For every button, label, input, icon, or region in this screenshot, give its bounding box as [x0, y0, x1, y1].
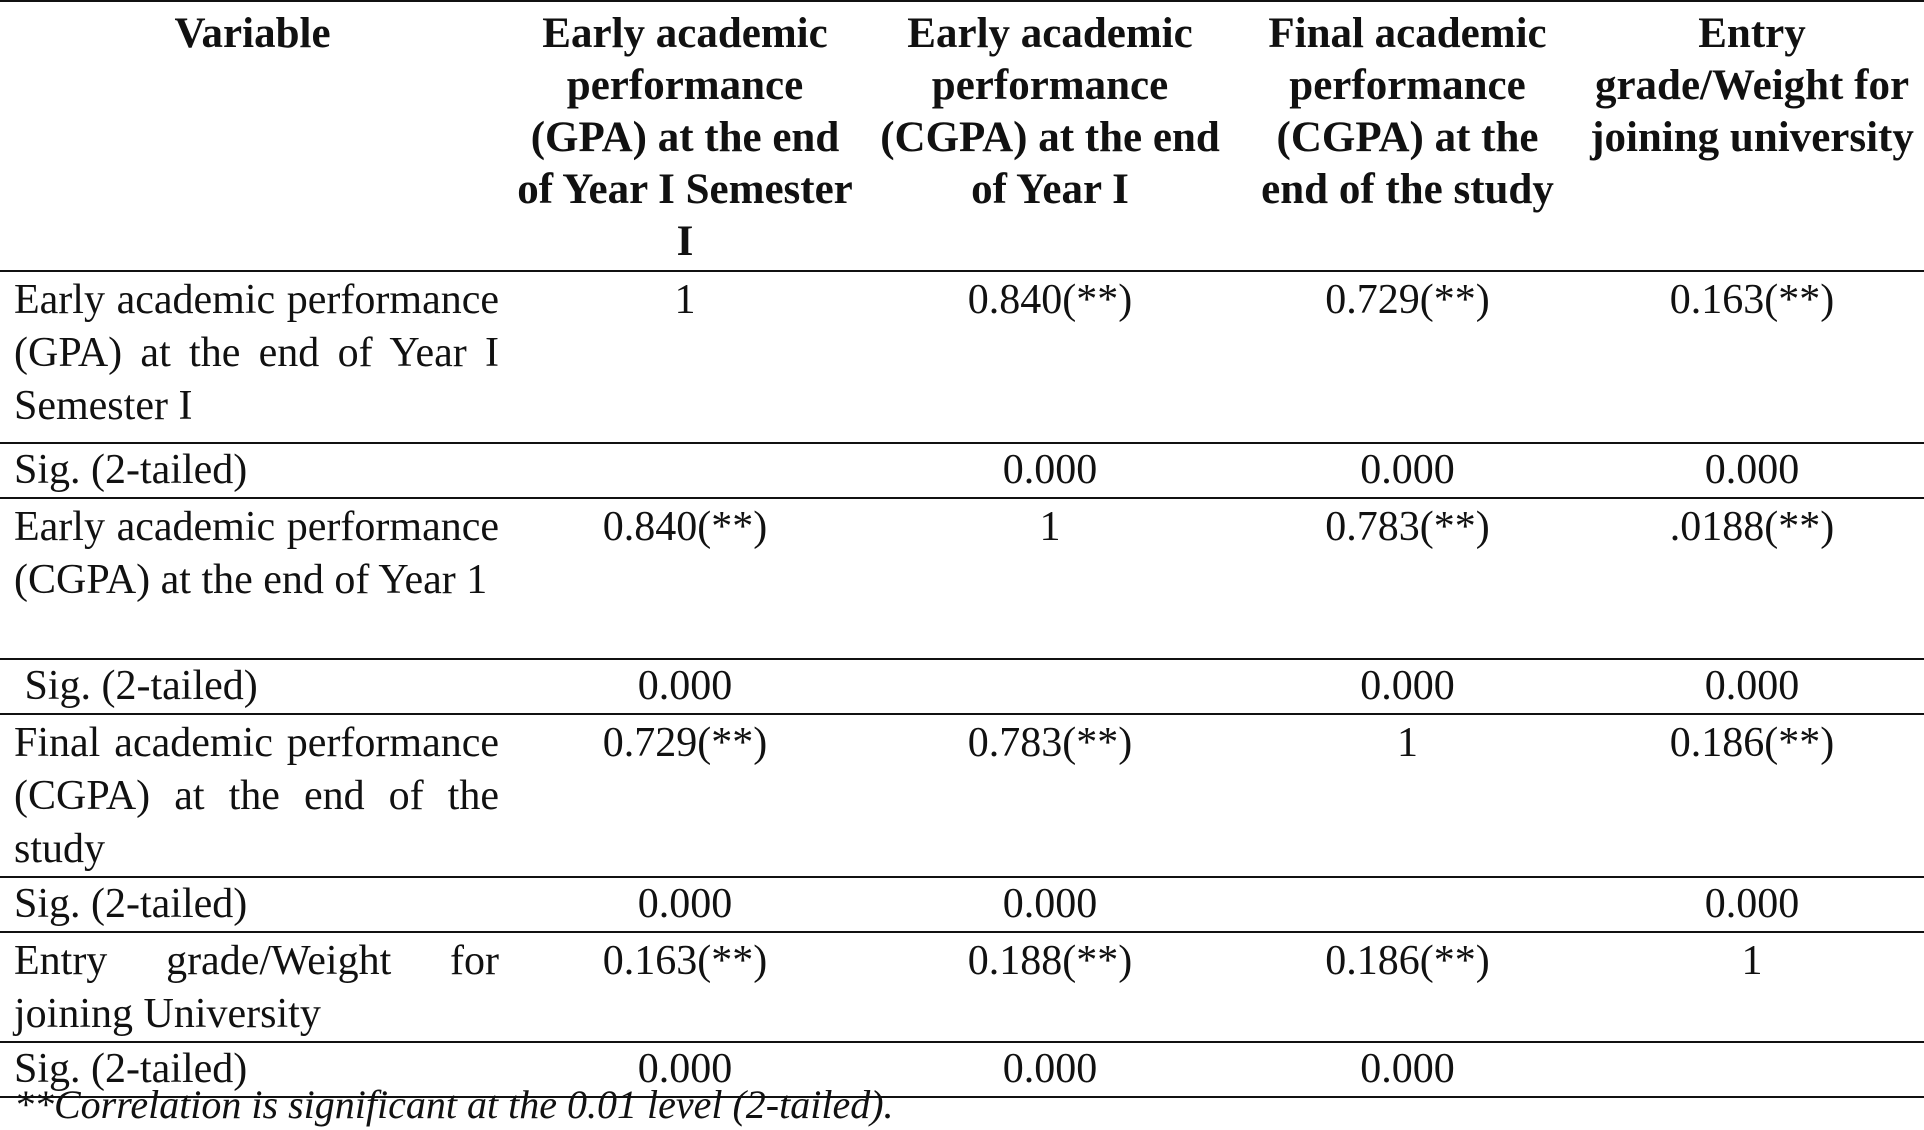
- table-cell: 0.000: [865, 443, 1235, 498]
- table-cell: .0188(**): [1580, 498, 1924, 659]
- row-sig-label: Sig. (2-tailed): [0, 877, 505, 932]
- table-cell: 0.000: [1580, 443, 1924, 498]
- table-cell: 0.840(**): [505, 498, 865, 659]
- row-variable-label: Entry grade/Weight for joining University: [0, 932, 505, 1042]
- table-footnote: **Correlation is significant at the 0.01 level (2-tailed).: [14, 1082, 894, 1127]
- table-cell: 0.000: [1235, 443, 1580, 498]
- table-cell: 0.186(**): [1580, 714, 1924, 877]
- table-cell: 0.000: [505, 1042, 865, 1097]
- row-variable-label: Early academic performance (CGPA) at the end of Year 1: [0, 498, 505, 659]
- table-cell: 0.000: [1580, 659, 1924, 714]
- table-cell: 1: [865, 498, 1235, 659]
- table-cell: 0.000: [1235, 1042, 1580, 1097]
- header-entry-grade: Entry grade/Weight for joining university: [1580, 1, 1924, 271]
- table-cell: [1580, 1042, 1924, 1097]
- table-cell: 1: [1580, 932, 1924, 1042]
- table-cell: [865, 659, 1235, 714]
- header-gpa-y1s1: Early academic performance (GPA) at the end of Year I Semester I: [505, 1, 865, 271]
- table-cell: 0.000: [505, 877, 865, 932]
- table-row: [0, 659, 1924, 714]
- table-row: [0, 714, 1924, 877]
- table-row: [0, 932, 1924, 1042]
- table-cell: 0.000: [1580, 877, 1924, 932]
- table-cell: 0.000: [865, 1042, 1235, 1097]
- table-cell: 1: [1235, 714, 1580, 877]
- table-cell: 0.163(**): [505, 932, 865, 1042]
- table-cell: 0.188(**): [865, 932, 1235, 1042]
- table-row: [0, 443, 1924, 498]
- header-final-cgpa: Final academic performance (CGPA) at the end of the study: [1235, 1, 1580, 271]
- row-variable-label: Early academic performance (GPA) at the end of Year I Semester I: [0, 271, 505, 443]
- table-cell: [505, 443, 865, 498]
- table-cell: 1: [505, 271, 865, 443]
- table-cell: 0.729(**): [1235, 271, 1580, 443]
- table-cell: 0.163(**): [1580, 271, 1924, 443]
- table-row: [0, 271, 1924, 443]
- table-row: [0, 498, 1924, 659]
- table-cell: 0.000: [865, 877, 1235, 932]
- table-cell: 0.186(**): [1235, 932, 1580, 1042]
- table-cell: 0.783(**): [865, 714, 1235, 877]
- table-cell: [1235, 877, 1580, 932]
- row-sig-label: Sig. (2-tailed): [0, 659, 505, 714]
- table-row: [0, 877, 1924, 932]
- row-sig-label: Sig. (2-tailed): [0, 1042, 505, 1097]
- table-cell: 0.729(**): [505, 714, 865, 877]
- table-cell: 0.000: [505, 659, 865, 714]
- table-cell: 0.000: [1235, 659, 1580, 714]
- table-cell: 0.783(**): [1235, 498, 1580, 659]
- row-variable-label: Final academic performance (CGPA) at the end of the study: [0, 714, 505, 877]
- header-cgpa-y1: Early academic performance (CGPA) at the end of Year I: [865, 1, 1235, 271]
- header-variable: Variable: [0, 1, 505, 271]
- table-header-row: [0, 1, 1924, 271]
- row-sig-label: Sig. (2-tailed): [0, 443, 505, 498]
- table-cell: 0.840(**): [865, 271, 1235, 443]
